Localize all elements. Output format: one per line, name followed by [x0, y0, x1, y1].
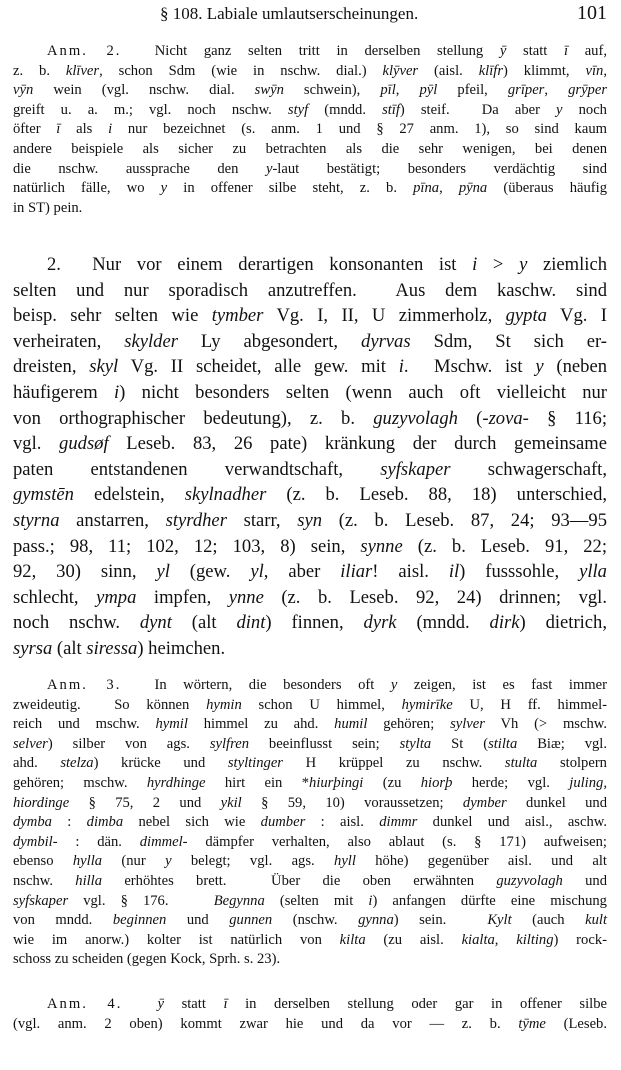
- text-run: ) krücke und: [93, 755, 228, 772]
- text-line: [13, 101, 607, 121]
- italic-term: pīna: [413, 180, 440, 197]
- text-line: [13, 42, 607, 62]
- italic-term: dint: [236, 612, 266, 634]
- italic-term: dymber: [462, 794, 507, 811]
- italic-term: stulta: [504, 755, 538, 772]
- italic-term: kult: [585, 912, 607, 929]
- text-line: [13, 696, 607, 716]
- italic-term: hymin: [206, 696, 242, 713]
- text-run: paten entstandenen verwandtschaft,: [13, 458, 381, 480]
- italic-term: stīf: [382, 101, 400, 118]
- text-run: statt: [164, 996, 224, 1012]
- text-run: ! aisl.: [372, 561, 449, 583]
- text-run: andere beispiele als sicher zu betrachten als die sehr wenigen, bei denen: [13, 140, 607, 157]
- text-run: und: [562, 872, 607, 889]
- italic-term: hiorþ: [420, 774, 453, 791]
- text-run: öfter: [13, 121, 57, 138]
- italic-term: stelza: [60, 755, 94, 772]
- italic-term: gynna: [358, 912, 394, 929]
- italic-term: i: [472, 254, 478, 275]
- text-run: in offener silbe steht, z. b.: [167, 180, 414, 197]
- text-run: ) dietrich,: [519, 612, 608, 634]
- italic-term: vȳn: [13, 82, 34, 99]
- italic-term: hylla: [72, 853, 103, 870]
- text-run: nschw.: [13, 872, 76, 889]
- italic-term: gypta: [505, 305, 547, 327]
- italic-term: ympa: [96, 586, 137, 608]
- italic-term: syfskaper: [13, 892, 69, 909]
- italic-term: il: [448, 561, 460, 583]
- text-line: [13, 508, 607, 534]
- section-title: § 108. Labiale umlautserscheinungen.: [160, 4, 419, 23]
- text-line: [13, 995, 607, 1015]
- text-line: [13, 406, 607, 432]
- italic-term: i: [368, 892, 373, 909]
- text-run: selten und nur sporadisch anzutreffen. Aus dem kaschw. sind: [13, 279, 607, 301]
- italic-term: styf: [287, 101, 309, 118]
- text-run: (gew.: [169, 561, 251, 583]
- italic-term: yl: [250, 561, 264, 583]
- text-run: schon U himmel,: [241, 696, 402, 713]
- text-line: [13, 585, 607, 611]
- italic-term: grīper: [507, 82, 545, 99]
- text-run: greift u. a. m.; vgl. noch nschw.: [13, 101, 288, 118]
- text-run: ) sein.: [393, 912, 488, 929]
- page-number: 101: [577, 2, 607, 24]
- italic-term: i: [398, 356, 404, 378]
- text-run: noch: [562, 101, 607, 118]
- text-line: [13, 534, 607, 560]
- text-run: :: [51, 814, 87, 831]
- text-line: [13, 610, 607, 636]
- text-run: stolpern: [537, 755, 607, 772]
- italic-term: synne: [360, 535, 403, 557]
- italic-term: -zova-: [482, 407, 529, 429]
- italic-term: pȳl: [419, 82, 438, 99]
- text-run: ) finnen,: [265, 612, 364, 634]
- text-run: ) steif. Da aber: [399, 101, 557, 118]
- italic-term: styltinger: [227, 755, 283, 772]
- text-run: starr,: [226, 509, 298, 531]
- text-run: ,: [544, 82, 569, 99]
- note-label: Anm. 4.: [47, 996, 123, 1012]
- italic-term: dimmel-: [139, 833, 188, 850]
- italic-term: sylver: [450, 716, 485, 733]
- text-run: 92, 30) sinn,: [13, 561, 157, 583]
- italic-term: Begynna: [213, 892, 265, 909]
- italic-term: klīfr: [478, 62, 504, 79]
- italic-term: ynne: [228, 586, 264, 608]
- text-run: >: [477, 254, 520, 275]
- italic-term: dyrk: [363, 612, 397, 634]
- text-run: erhöhtes brett. Über die oben erwähnten: [102, 872, 497, 889]
- italic-term: gudsøf: [59, 433, 109, 455]
- italic-term: Kylt: [487, 912, 512, 929]
- text-line: [13, 380, 607, 406]
- italic-term: skylnadher: [184, 484, 267, 506]
- text-run: gehören;: [367, 716, 451, 733]
- text-run: Vg. II scheidet, alle gew. mit: [118, 356, 399, 378]
- italic-term: stylta: [399, 735, 432, 752]
- text-run: ebenso: [13, 853, 73, 870]
- italic-term: siressa: [86, 637, 138, 659]
- text-run: ) nicht besonders selten (wenn auch oft vielleicht nur: [119, 381, 607, 403]
- italic-term: yl: [156, 561, 170, 583]
- text-line: [13, 303, 607, 329]
- italic-term: guzyvolagh: [496, 872, 563, 889]
- italic-term: gymstēn: [13, 484, 74, 506]
- paragraph-2: [13, 252, 607, 662]
- italic-term: y: [390, 677, 398, 693]
- text-run: H krüppel zu nschw.: [283, 755, 505, 772]
- italic-term: vīn: [585, 62, 604, 79]
- text-line: [13, 1015, 607, 1035]
- text-run: impfen,: [136, 586, 229, 608]
- text-run: statt: [506, 43, 564, 59]
- italic-term: ī: [563, 43, 569, 59]
- italic-term: kialta, kilting: [461, 931, 554, 948]
- text-run: § 59, 10) voraussetzen;: [241, 794, 463, 811]
- text-run: Sdm, St sich er-: [410, 330, 607, 352]
- text-run: von mndd.: [13, 912, 113, 929]
- text-line: [13, 794, 607, 814]
- text-run: dunkel und: [506, 794, 607, 811]
- italic-term: dirk: [489, 612, 520, 634]
- text-run: (z. b. Leseb. 87, 24; 93—95: [322, 509, 607, 531]
- text-run: wein (vgl. nschw. dial.: [33, 82, 255, 99]
- text-run: belegt; vgl. ags.: [171, 853, 335, 870]
- text-line: [13, 931, 607, 951]
- text-run: (nschw.: [272, 912, 359, 929]
- italic-term: styrdher: [165, 509, 227, 531]
- text-run: die nschw. aussprache den: [13, 160, 266, 177]
- text-run: zweideutig. So können: [13, 696, 207, 713]
- text-line: [13, 892, 607, 912]
- text-line: [13, 774, 607, 794]
- italic-term: selver: [13, 735, 48, 752]
- text-run: , aber: [263, 561, 341, 583]
- text-run: ) klimmt,: [503, 62, 586, 79]
- text-line: [13, 833, 607, 853]
- text-run: Ly abgesondert,: [177, 330, 362, 352]
- text-run: dämpfer verhalten, also ablaut (s. § 171) aufweisen;: [187, 833, 607, 850]
- text-run: ,: [395, 82, 420, 99]
- italic-term: syrsa: [13, 637, 53, 659]
- text-run: St (: [431, 735, 489, 752]
- text-line: [13, 911, 607, 931]
- text-run: (alt: [52, 637, 87, 659]
- text-run: -laut bestätigt; besonders verdächtig sind: [272, 160, 607, 177]
- text-run: auf,: [568, 43, 607, 59]
- text-line: [13, 559, 607, 585]
- italic-term: ī: [223, 996, 228, 1012]
- italic-term: dymbil-: [13, 833, 58, 850]
- text-line: [13, 950, 607, 970]
- italic-term: swȳn: [254, 82, 284, 99]
- italic-term: beginnen: [112, 912, 167, 929]
- italic-term: hyrdhinge: [146, 774, 206, 791]
- text-run: reich und mschw.: [13, 716, 156, 733]
- italic-term: syn: [297, 509, 323, 531]
- text-run: natürlich fälle, wo: [13, 180, 161, 197]
- italic-term: ī: [56, 121, 61, 138]
- text-run: Vh (> mschw.: [484, 716, 607, 733]
- italic-term: dumber: [260, 814, 306, 831]
- text-run: nebel sich wie: [123, 814, 261, 831]
- text-run: ziemlich: [527, 254, 607, 275]
- text-run: noch nschw.: [13, 612, 140, 634]
- text-run: ) rock-: [553, 931, 607, 948]
- italic-term: klȳver: [382, 62, 419, 79]
- text-line: [13, 329, 607, 355]
- text-run: höhe) gegenüber aisl. und alt: [355, 853, 607, 870]
- text-run: (vgl. anm. 2 oben) kommt zwar hie und da vor — z. b.: [13, 1015, 519, 1032]
- running-header: [0, 2, 621, 28]
- italic-term: iliar: [340, 561, 373, 583]
- text-run: ,: [603, 62, 607, 79]
- text-run: (mndd.: [396, 612, 490, 634]
- text-line: [13, 457, 607, 483]
- italic-term: hymirīke: [401, 696, 453, 713]
- text-run: dreisten,: [13, 356, 90, 378]
- text-run: nur bezeichnet (s. anm. 1 und § 27 anm. 1), so sind kaum: [112, 121, 607, 138]
- text-line: [13, 252, 607, 278]
- italic-term: y: [165, 853, 172, 870]
- italic-term: syfskaper: [380, 458, 451, 480]
- text-run: (z. b. Leseb. 88, 18) unterschied,: [266, 484, 608, 506]
- text-run: vgl.: [13, 433, 60, 455]
- text-run: schwagerschaft,: [450, 458, 607, 480]
- italic-term: dimba: [86, 814, 124, 831]
- text-run: ) silber von ags.: [47, 735, 210, 752]
- text-run: in ST) pein.: [13, 199, 83, 216]
- italic-term: dyrvas: [361, 330, 411, 352]
- text-run: pfeil,: [437, 82, 508, 99]
- italic-term: hyll: [334, 853, 356, 870]
- italic-term: ykil: [220, 794, 242, 811]
- italic-term: y: [160, 180, 168, 197]
- italic-term: dynt: [139, 612, 172, 634]
- text-run: ,: [439, 180, 459, 197]
- text-run: (auch: [511, 912, 586, 929]
- italic-term: ȳ: [157, 996, 164, 1012]
- italic-term: tȳme: [518, 1015, 546, 1032]
- text-run: dunkel und aisl., aschw.: [417, 814, 608, 831]
- italic-term: ȳ: [499, 43, 507, 59]
- text-run: und: [166, 912, 230, 929]
- italic-term: tymber: [211, 305, 264, 327]
- text-line: [13, 354, 607, 380]
- text-line: [13, 676, 607, 696]
- text-run: himmel zu ahd.: [187, 716, 335, 733]
- italic-term: hiurþingi: [309, 774, 364, 791]
- text-run: (zu: [363, 774, 421, 791]
- text-line: [13, 199, 607, 219]
- text-run: (z. b. Leseb. 91, 22;: [402, 535, 608, 557]
- italic-term: y: [265, 160, 273, 177]
- italic-term: humil: [334, 716, 368, 733]
- text-run: von orthographischer bedeutung), z. b.: [13, 407, 374, 429]
- italic-term: guzyvolagh: [373, 407, 458, 429]
- italic-term: skylder: [124, 330, 178, 352]
- text-line: [13, 431, 607, 457]
- text-line: [13, 482, 607, 508]
- italic-term: styrna: [13, 509, 60, 531]
- text-run: zeigen, ist es fast immer: [397, 677, 607, 693]
- note-anm-2: [13, 42, 607, 218]
- text-run: vgl. § 176.: [68, 892, 214, 909]
- italic-term: i: [108, 121, 113, 138]
- note-label: Anm. 3.: [47, 677, 122, 693]
- text-run: in derselben stellung oder gar in offener silbe: [227, 996, 607, 1012]
- text-run: Vg. I: [546, 305, 607, 327]
- italic-term: hilla: [75, 872, 103, 889]
- text-run: : dän.: [57, 833, 140, 850]
- text-run: ) fusssohle,: [459, 561, 580, 583]
- text-run: z. b.: [13, 62, 66, 79]
- text-line: [13, 62, 607, 82]
- text-run: hirt ein *: [205, 774, 310, 791]
- italic-term: hiordinge: [13, 794, 70, 811]
- text-line: [13, 278, 607, 304]
- text-line: [13, 813, 607, 833]
- text-run: [122, 996, 157, 1012]
- text-run: wie im anorw.) kolter ist natürlich von: [13, 931, 340, 948]
- text-line: [13, 852, 607, 872]
- italic-term: kilta: [339, 931, 366, 948]
- text-run: ) heimchen.: [137, 637, 226, 659]
- text-line: [13, 872, 607, 892]
- text-run: : aisl.: [305, 814, 380, 831]
- text-run: edelstein,: [73, 484, 185, 506]
- text-run: (z. b. Leseb. 92, 24) drinnen; vgl.: [263, 586, 607, 608]
- text-line: [13, 160, 607, 180]
- text-run: pass.; 98, 11; 102, 12; 103, 8) sein,: [13, 535, 361, 557]
- text-run: (Leseb.: [545, 1015, 607, 1032]
- italic-term: klīver: [65, 62, 100, 79]
- text-run: anstarren,: [59, 509, 166, 531]
- text-line: [13, 636, 607, 662]
- italic-term: hymil: [155, 716, 188, 733]
- text-run: (überaus häufig: [487, 180, 607, 197]
- text-line: [13, 179, 607, 199]
- text-run: Vg. I, II, U zimmerholz,: [263, 305, 506, 327]
- note-label: Anm. 2.: [47, 43, 122, 59]
- text-run: In wörtern, die besonders oft: [121, 677, 391, 693]
- text-run: beeinflusst sein;: [249, 735, 400, 752]
- text-line: [13, 140, 607, 160]
- text-run: (neben: [543, 356, 608, 378]
- text-run: schlecht,: [13, 586, 97, 608]
- italic-term: y: [519, 254, 528, 275]
- italic-term: pȳna: [458, 180, 488, 197]
- text-run: § 75, 2 und: [69, 794, 221, 811]
- text-run: beisp. sehr selten wie: [13, 305, 212, 327]
- text-run: (: [457, 407, 483, 429]
- text-run: gehören; mschw.: [13, 774, 147, 791]
- text-line: [13, 754, 607, 774]
- note-anm-3: [13, 676, 607, 970]
- text-run: . Mschw. ist: [403, 356, 536, 378]
- text-run: (alt: [171, 612, 237, 634]
- text-run: Leseb. 83, 26 pate) kränkung der durch gemeinsame: [108, 433, 607, 455]
- text-line: [13, 120, 607, 140]
- note-anm-4: [13, 995, 607, 1034]
- text-run: (selten mit: [264, 892, 369, 909]
- text-run: schoss zu scheiden (gegen Kock, Sprh. s. 23).: [13, 951, 281, 968]
- italic-term: juling,: [569, 774, 607, 791]
- italic-term: skyl: [89, 356, 119, 378]
- italic-term: dymba: [13, 814, 52, 831]
- italic-term: sylfren: [209, 735, 250, 752]
- italic-term: stilta: [488, 735, 518, 752]
- text-run: (zu aisl.: [365, 931, 462, 948]
- italic-term: grȳper: [568, 82, 608, 99]
- italic-term: dimmr: [379, 814, 418, 831]
- text-run: (nur: [102, 853, 166, 870]
- text-run: herde; vgl.: [452, 774, 570, 791]
- text-run: 2. Nur vor einem derartigen konsonanten ist: [47, 254, 473, 275]
- italic-term: gunnen: [229, 912, 273, 929]
- text-line: [13, 81, 607, 101]
- text-run: häufigerem: [13, 381, 114, 403]
- italic-term: i: [113, 381, 120, 403]
- text-run: verheiraten,: [13, 330, 125, 352]
- text-run: U, H ff. himmel-: [452, 696, 607, 713]
- italic-term: y: [556, 101, 563, 118]
- text-run: (aisl.: [418, 62, 479, 79]
- italic-term: ylla: [579, 561, 607, 583]
- text-run: Biæ; vgl.: [517, 735, 607, 752]
- italic-term: y: [535, 356, 544, 378]
- text-line: [13, 735, 607, 755]
- text-run: (mndd.: [308, 101, 383, 118]
- text-run: ) anfangen dürfte eine mischung: [372, 892, 607, 909]
- text-run: § 116;: [528, 407, 607, 429]
- text-run: Nicht ganz selten tritt in derselben stellung: [121, 43, 500, 59]
- text-run: , schon Sdm (wie in nschw. dial.): [99, 62, 383, 79]
- italic-term: pīl: [380, 82, 396, 99]
- text-line: [13, 715, 607, 735]
- text-run: als: [60, 121, 109, 138]
- text-run: ahd.: [13, 755, 61, 772]
- text-run: schwein),: [283, 82, 381, 99]
